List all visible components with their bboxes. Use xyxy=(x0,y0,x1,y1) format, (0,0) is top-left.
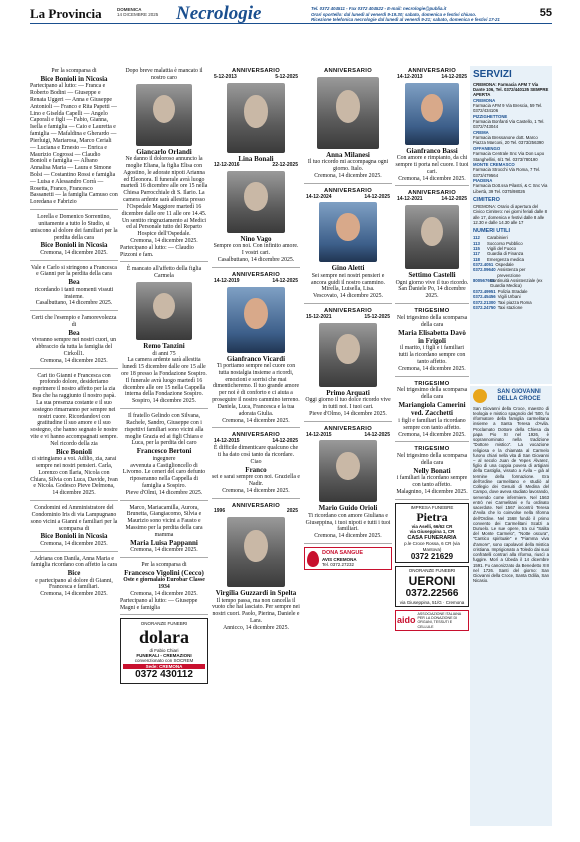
pharmacy-entry: Farmacia Bonfanti Via Castello, 1 Tel. 0372/743044 xyxy=(473,119,545,130)
portrait-photo xyxy=(227,171,285,233)
deceased-name: Nelly Bonati xyxy=(413,466,451,475)
pharmacy-entry: Farmacia Dott.ssa Pilastri, & C Snc Via Libertà, 39 Tel. 0375/98026 xyxy=(473,183,548,194)
cemetery-title: CIMITERO xyxy=(473,197,500,204)
notice-text: Il tuo ricordo mi accompagna ogni giorno. Italo. xyxy=(307,159,389,173)
town-label: OFFANENGO xyxy=(473,145,501,151)
deceased-name: Gino Aletti xyxy=(331,264,365,273)
phone-label: Taxi stazione xyxy=(497,304,523,310)
date-to: 15-12-2025 xyxy=(364,313,390,320)
ad-phone: 0372 21629 xyxy=(410,551,454,561)
ad-brand: dolara xyxy=(138,626,189,647)
notice-date: Casalbuttano, 14 dicembre 2025. xyxy=(217,257,295,264)
notice-text: Per la scomparsa di xyxy=(141,562,187,568)
notice-text: Per la scomparsa di xyxy=(51,68,97,74)
anniversary-notice xyxy=(212,66,300,268)
date-to: 14-12-2025 xyxy=(364,193,390,200)
phone-row xyxy=(473,305,549,310)
deceased-name: Bice Bonioli in Nicosia xyxy=(40,74,108,83)
deceased-name: Mario Guido Orioli xyxy=(318,504,378,513)
ad-text: ASSOCIAZIONE ITALIANA PER LA DONAZIONE DI ORGANI, TESSUTI E CELLULE xyxy=(417,611,461,629)
deceased-name: Anna Milanesi xyxy=(326,150,370,159)
ad-phone: 0372 430112 xyxy=(135,669,193,681)
deceased-name: Francesco Bertoni xyxy=(136,447,192,456)
phone-number: 0372.49951 xyxy=(473,288,496,294)
anniversary-notice xyxy=(395,188,469,304)
column-3 xyxy=(212,66,300,637)
pharmacy-entry: Farmacia Bressanone dott. Marco Piazza Marconi, 20 Tel. 0373/256390 xyxy=(473,135,544,146)
phone-number: 0372.24750 xyxy=(473,304,496,310)
notice-heading: ANNIVERSARIO xyxy=(407,190,457,197)
notice xyxy=(30,212,118,261)
portrait-photo xyxy=(317,77,379,149)
deceased-name: Virgilia Guzzardi in Spelta xyxy=(215,589,297,598)
deceased-role: ingegnere xyxy=(152,455,176,462)
phone-label: Vigili del Fuoco xyxy=(487,245,517,251)
date-to: 14-12-2025 xyxy=(441,196,467,203)
date-to: 14-12-2025 xyxy=(272,277,298,284)
notice-text: Ti ricordano con amore Giuliana e Giuseppina, i tuoi nipoti e tutti i tuoi familiari. xyxy=(305,512,391,533)
notice xyxy=(120,411,208,501)
anniversary-notice xyxy=(304,186,392,304)
date-from: 14-12-2015 xyxy=(306,431,332,438)
ad-address: via Giuseppina 1, CR xyxy=(409,529,455,535)
date-to: 14-12-2025 xyxy=(272,438,298,445)
portrait-photo xyxy=(227,83,285,153)
ad-phone: Tel. 0372.27232 xyxy=(322,561,355,567)
column-2 xyxy=(120,66,208,684)
saint-title: SAN GIOVANNI DELLA CROCE xyxy=(497,389,541,403)
date-from: 15-12-2021 xyxy=(306,313,332,320)
condolence-list: Partecipano al lutto: — Giuseppe Magni e famiglia xyxy=(120,597,198,611)
anniversary-notice xyxy=(212,501,300,635)
notice-text: ricordando i tanti momenti vissuti insieme. xyxy=(34,286,114,300)
notice-date: Cremona, 14 dicembre 2025. xyxy=(130,547,198,554)
notice-text: Ogni giorno vive il tuo ricordo. San Daniele Po, 14 dicembre 2025. xyxy=(395,279,469,300)
pharmacy-entry: Farmacia Strocchi Via Roma, 7 Tel. 0373/479564 xyxy=(473,167,541,178)
phone-label: Soccorso Pubblico xyxy=(487,240,523,246)
phone-number: 115 xyxy=(473,245,480,251)
notice-text: Nel trigesimo della scomparsa della cara xyxy=(396,387,468,401)
contacts-line-1: Tel. 0372 404511 - Fax 0372 404522 - E-mail: necrologie@publia.it xyxy=(311,6,447,11)
phone-label: Assistenza per prevenzione xyxy=(497,267,526,278)
notice-date: Cremona, 14 dicembre 2025. xyxy=(130,590,198,597)
funeral-home-ad xyxy=(120,618,208,684)
notice-heading: ANNIVERSARIO xyxy=(323,425,373,432)
notice-date: Cremona, 14 dicembre 2025. xyxy=(222,417,290,424)
notice-text: Nel trigesimo della scomparsa della cara xyxy=(396,453,468,466)
notice-text: vivranno sempre nei nostri cuori, un abbraccio da tutta la famiglia del Cirkoll1. xyxy=(31,337,117,357)
services-title: SERVIZI xyxy=(473,69,512,80)
deceased-name: Remo Tanzini xyxy=(143,342,185,351)
ad-subheading: CASA FUNERARIA xyxy=(407,534,457,541)
avis-ad xyxy=(304,547,392,570)
notice-heading: ANNIVERSARIO xyxy=(231,271,281,278)
anniversary-notice xyxy=(212,270,300,429)
deceased-name: Bice xyxy=(67,569,81,578)
town-label: CREMA xyxy=(473,129,489,135)
portrait-photo xyxy=(405,205,459,269)
ad-subtitle: di Fabio Chiari xyxy=(149,647,179,653)
date-range xyxy=(395,197,469,203)
anniversary-notice xyxy=(304,66,392,184)
phone-label: Ospedale xyxy=(495,262,514,268)
notice-heading: ANNIVERSARIO xyxy=(231,432,281,439)
phone-row xyxy=(473,278,549,289)
trigesimo-notice xyxy=(395,306,469,377)
deceased-name: Settimo Castelli xyxy=(408,271,456,280)
date-from: 1996 xyxy=(214,508,226,515)
page-number: 55 xyxy=(539,7,552,19)
notice-date: Sospiro, 14 dicembre 2025. xyxy=(132,398,196,405)
notice-text: ci stringiamo a voi. Adilio, zia, zarai sempre nei nostri pensieri. Carla, Lorenzo con Ilaria, Nicola con Chiara, Silvia con Luca, Davide, Ivan e Nicola. Godesco Pieve Delmona, 14 dicembre 2025. xyxy=(30,456,118,497)
date-range xyxy=(304,195,392,201)
notice-heading: TRIGESIMO xyxy=(414,380,450,387)
notice-text: Dopo breve malattia è mancato il nostro caro xyxy=(125,68,203,81)
phone-number: 117 xyxy=(473,251,480,257)
date-range xyxy=(212,509,300,515)
ad-brand: UERONI xyxy=(408,573,456,588)
funeral-home-ad xyxy=(395,566,469,607)
notice-text: Condomini ed Amministratore del Condominio Iris di via Lampugnano sono vicini a Gianni e familiari per la scomparsa di xyxy=(30,505,118,532)
ad-address: p.le Croce Rossa, 6 CR (via Mantova) xyxy=(404,541,460,552)
notice-date: Cremona, 14 dicembre 2025. xyxy=(40,357,108,364)
date-range xyxy=(304,315,392,321)
services-panel xyxy=(470,66,552,384)
notice-date: Cremona, 14 dicembre 2025. xyxy=(40,540,108,547)
notice-text: La camera ardente sarà allestita lunedì 15 dicembre dalle ore 15 alle ore 18 presso la Fondazione Sospiro. Il funerale avrà luogo martedì 16 dicembre alle ore 15 nella Cappella interna della Fondazione Sospiro. xyxy=(121,357,207,398)
notice-date: Casalbuttano, 14 dicembre 2025. xyxy=(35,300,113,307)
deceased-name: Bice Bonioli xyxy=(56,447,92,456)
date-from: 14-12-2019 xyxy=(214,277,240,284)
date-range xyxy=(212,163,300,169)
notice-text: Lorella e Domenico Sorrentino, unitamente a tutto lo Studio, si uniscono al dolore dei familiari per la perdita della cara xyxy=(30,214,118,241)
notice xyxy=(120,503,208,558)
anniversary-notice xyxy=(212,430,300,498)
pharmacy-entry: Farmacia Centrale Snc Via Don Lupo Stanghellini, 6/1 Tel. 0373/780190 xyxy=(473,151,545,162)
deceased-name: Primo Arquati xyxy=(326,388,370,397)
deceased-name: Gianfranco Bassi xyxy=(406,146,458,155)
notice xyxy=(30,66,118,210)
date-from: 14-12-2024 xyxy=(306,193,332,200)
notice xyxy=(120,560,208,615)
condolence-list: Partecipano al lutto: — Claudio Pizzoni e fam. xyxy=(120,244,194,258)
portrait-photo xyxy=(319,202,377,262)
phone-row xyxy=(473,267,549,278)
saint-body: San Giovanni della Croce, maestro di teologia e mistico spagnolo del '500, fu riformatore della famiglia carmelitana insieme a Santa Teresa d'Avila. Proclamato Dottore della Chiesa da papa Pio XI nel 1926, è soprannominato nella tradizione "Dottore mistico". La vocazione religiosa e la chiamata al Carmelo furono chiari nella vita di San Giovanni – al secolo Juan de Yepes Álvarez, figlio di una coppia povera di artigiani della Castiglia, vissuto a Ávila – già al termine della formazione. Era dell'ordine carmelitano e studiò al Collegio dei Gesuiti di Medina del Campo, dove aveva studiato lavorando, servendo come infermiere. Nel 1563 entrò nei Carmelitani e fu ordinato sacerdote. Nel 1567 incontrò Teresa d'Avila che lo coinvolse nella riforma dell'Ordine. Nel 1568 fondò il primo convento dei Carmelitani Scalzi a Duruelo. Le sue opere, tra cui "Salita del Monte Carmelo", "Notte oscura", "Cantico spirituale" e "Fiamma viva d'amore", sono capolavori della mistica cristiana. Imprigionato a Toledo dai suoi confratelli contrari alla riforma, riuscì a fuggire. Morì a Úbeda il 14 dicembre 1591. Fu canonizzato da Benedetto XIII nel 1726. Santi del giorno: San Giovanni della Croce, Santa Odilia, San Nicasio. xyxy=(473,405,549,584)
issue-date-text: 14 DICEMBRE 2025 xyxy=(117,12,159,18)
useful-numbers-title: NUMERI UTILI xyxy=(473,228,510,235)
date-range xyxy=(395,75,469,81)
deceased-name: Bea xyxy=(68,328,80,337)
issue-day: DOMENICA xyxy=(117,7,142,12)
column-4 xyxy=(304,66,392,570)
notice xyxy=(30,371,118,501)
ad-address: via Giuseppina, 51/G · Cremona xyxy=(399,599,465,605)
notice-text: Marco, Mariacamilla, Aurora, Brunetta, Giangiacomo, Silvia e Maurizio sono vicini a Fausto e Massimo per la perdita della cara mamma xyxy=(125,504,203,538)
town-label: PIADENA xyxy=(473,177,493,183)
notice-date: Cremona, 14 dicembre 2025. xyxy=(130,237,198,244)
contacts xyxy=(311,6,541,23)
phone-label: Carabinieri xyxy=(487,235,508,241)
notice-text: Vale e Carlo si stringono a Francesca e Gianni per la perdita della cara xyxy=(31,264,117,278)
portrait-photo xyxy=(227,517,285,587)
notice-heading: ANNIVERSARIO xyxy=(231,502,281,509)
phone-number: 113 xyxy=(473,240,480,246)
date-to: 5-12-2025 xyxy=(275,73,298,80)
phone-number: 0372.21300 xyxy=(473,299,496,305)
portrait-photo xyxy=(319,323,377,387)
phone-number: 118 xyxy=(473,256,480,262)
notice-date: Cremona, 14 dicembre 2025. xyxy=(398,431,466,438)
notice-date: Cremona, 14 dicembre 2025. xyxy=(40,249,108,256)
trigesimo-notice xyxy=(395,379,469,443)
notice-text: Con amore e rimpianto, da chi sempre ti porta nel cuore. I tuoi cari. xyxy=(395,155,469,175)
notice-date: Cremona, 14 dicembre 2025. xyxy=(314,172,382,179)
date-to: 22-12-2025 xyxy=(272,162,298,169)
ad-note: convenzionato con SOCREM xyxy=(134,658,194,664)
deceased-name: Mariangiola Camerini ved. Zacchetti xyxy=(398,401,466,418)
notice-heading: ANNIVERSARIO xyxy=(407,68,457,74)
notice-text: i figli e familiari la ricordano sempre con tanto affetto. xyxy=(398,417,466,431)
notice-text: È difficile dimenticare qualcuno che ti ha dato così tanto da ricordare. Ciao xyxy=(213,445,299,465)
ad-brand: DONA SANGUE xyxy=(322,550,364,557)
deceased-name: Franco xyxy=(245,465,267,474)
pharmacy-intro: CREMONA: Farmacia AFM 7 Via Dante 106, Tel. 0372/440135 SEMPRE APERTA xyxy=(473,81,549,98)
notice-text: Il fratello Gelindo con Silvana, Rachele, Sandro, Giuseppe con i rispettivi familiari sono vicini alla moglie Grazia ed ai figli Chiara e Luca, per la perdita del caro xyxy=(124,413,204,447)
town-label: CREMONA xyxy=(473,97,496,103)
date-range xyxy=(304,433,392,439)
anniversary-notice xyxy=(304,424,392,544)
notice-text: Certi che l'esempio e l'amorevolezza di xyxy=(31,315,117,329)
notice-date: Cremona, 14 dicembre 2025. xyxy=(222,487,290,494)
phone-number: 0372.45456 xyxy=(473,294,496,300)
ad-phone: 0372.22566 xyxy=(405,587,459,599)
ad-brand: aido xyxy=(397,614,416,625)
portrait-photo xyxy=(227,287,285,353)
notice-heading: TRIGESIMO xyxy=(414,308,450,315)
notice-date: Cremona, 14 dicembre 2025. xyxy=(398,365,466,372)
notice-date: Cremona, 14 dicembre 2025. xyxy=(40,591,108,598)
phone-label: Emergenza medica xyxy=(487,256,525,262)
phone-label: Vigili Urbani xyxy=(497,294,521,300)
sun-icon xyxy=(473,389,487,403)
ad-brand: Pietra xyxy=(416,510,448,524)
notice-text: Adriana con Danila, Anna Maria e famiglia ricordano con affetto la cara xyxy=(31,555,117,569)
pharmacy-entry: Farmacia AFM 9 Via Brescia, 59 Tel. 0372/434106 xyxy=(473,102,543,114)
deceased-name: Giancarlo Orlandi xyxy=(136,147,192,156)
date-from: 14-12-2021 xyxy=(397,196,423,203)
notice-text: sei e sarai sempre con noi. Graziella e Nadir. xyxy=(212,474,300,487)
notice-text: il marito, i figli e i familiari tutti la ricordano sempre con tanto affetto. xyxy=(398,345,466,365)
notice-heading: ANNIVERSARIO xyxy=(323,68,373,74)
deceased-name: Francesco Vigolini (Cecco) xyxy=(124,568,204,577)
phone-label: Guardia di Finanza xyxy=(487,251,524,257)
ad-organization: AVIS CREMONA xyxy=(322,556,357,562)
deceased-name: Nino Vago xyxy=(240,235,272,243)
ad-address: via Aselli, 66/62 CR xyxy=(411,524,453,530)
deceased-name: Maria Elisabetta Davò in Frigoli xyxy=(398,328,466,345)
deceased-name: Bea xyxy=(68,278,80,287)
section-title: Necrologie xyxy=(176,3,262,24)
date-range xyxy=(212,279,300,285)
ad-heading: ONORANZE FUNEBRI xyxy=(140,621,188,627)
issue-date xyxy=(117,7,158,18)
anniversary-notice xyxy=(395,66,469,186)
aido-ad xyxy=(395,610,469,631)
column-5 xyxy=(395,66,469,631)
notice-text: Il tempo passa, ma non cancella il vuoto che hai lasciato. Per sempre nei nostri cuori. Paolo, Pierina, Daniele e Lara. xyxy=(212,597,300,625)
deceased-name: Maria Luisa Pappanni xyxy=(130,538,198,547)
saint-of-the-day xyxy=(470,386,552,826)
notice-text: Sei sempre nei nostri pensieri e ancora guidi il nostro cammino. Mirella, Luisella, Lisa. xyxy=(311,272,385,293)
newspaper-logo: La Provincia xyxy=(30,6,102,21)
portrait-photo xyxy=(136,282,192,340)
deceased-name: Gianfranco Vicardi xyxy=(226,354,286,363)
notice-date: Vescovato, 14 dicembre 2025. xyxy=(312,293,384,300)
phone-label: Continuità Assistenziale (ex Guardia Medica) xyxy=(489,278,543,289)
notice-text: Nel trigesimo della scomparsa della cara xyxy=(396,314,468,328)
notice-date: Malagnino, 14 dicembre 2025. xyxy=(396,488,468,495)
phone-label: Polizia Stradale xyxy=(497,288,528,294)
notice-text: Ti portiamo sempre nel cuore con tutta nostalgia insieme a ricordi, emozioni e sorrisi che mai dimenticheremo. Il tuo grande amore per noi è di conforto e ci aiuta a proseguire il nostro cammino terreno. Daniela, Luca, Francesca e la tua adorata Giulia. xyxy=(212,362,300,417)
page-header xyxy=(30,4,552,24)
notice-text: Oste e giornalaio Eurobar Classe 1934 xyxy=(123,577,205,591)
notice-date: Cremona, 14 dicembre 2025. xyxy=(398,175,466,182)
town-label: PIZZIGHETTONE xyxy=(473,113,508,119)
notice-text: È mancato all'affetto della figlia Carmela xyxy=(126,266,202,280)
deceased-name: Bice Bonioli in Nicosia xyxy=(40,241,108,250)
portrait-photo xyxy=(405,83,459,145)
deceased-name: Lina Bonali xyxy=(238,154,274,163)
phone-number: 0372.09640 xyxy=(473,267,496,273)
notice-text: Sempre con noi. Con infinito amore. I vostri cari. xyxy=(213,243,299,257)
portrait-photo xyxy=(136,84,192,146)
notice-date: Cremona, 14 dicembre 2025. xyxy=(314,533,382,540)
contacts-line-2: Orari sportello: dal lunedì al venerdì 9-19.30; sabato, domenica e festivi chiuso. xyxy=(311,11,477,17)
notice xyxy=(30,313,118,368)
date-from: 14-12-2013 xyxy=(397,73,423,80)
notice-text: avvenuta a Castiglioncello di Livorno. Le ceneri del caro defunto riposeranno nella Cappella di famiglia a Sospiro. xyxy=(122,462,206,489)
notice-text: Ne danno il doloroso annuncio la moglie Eliana, la figlia Elisa con Agostino, le adorate nipoti Arianna ed Eleonora. Il funerale avrà luogo martedì 16 dicembre alle ore 15 nella Chiesa Parrocchiale di S. Ilario. La camera ardente sarà allestita presso l'Ospedale Maggiore martedì 16 dicembre dalle ore 11 alle ore 14.45. Un sentito ringraziamento ai Medici ed al Personale tutto del Reparto Hospice dell'Ospedale. xyxy=(120,156,208,238)
anniversary-notice xyxy=(304,306,392,422)
contacts-line-3: Ricezione telefonica necrologie dal lunedì al venerdì 9-21; sabato, domenica e festivi 17-21 xyxy=(311,17,500,23)
trigesimo-notice xyxy=(395,444,469,499)
town-label: MONTE CREMASCO xyxy=(473,161,515,167)
notice xyxy=(120,66,208,262)
notice-heading: ANNIVERSARIO xyxy=(323,187,373,194)
date-from: 5-12-2013 xyxy=(214,73,237,80)
deceased-name: Bice Bonioli in Nicosia xyxy=(40,532,108,541)
date-from: 12-12-2016 xyxy=(214,162,240,169)
notice-text: e partecipano al dolore di Gianni, Francesca e familiari. xyxy=(35,577,113,591)
notice xyxy=(30,503,118,552)
phone-label: Taxi piazza Roma xyxy=(497,299,532,305)
notice-date: Pieve d'Olmi, 14 dicembre 2025. xyxy=(125,489,203,496)
column-1 xyxy=(30,66,118,603)
deceased-age: di anni 75 xyxy=(152,350,176,357)
notice-text: Cari tio Gianni e Francesca con profondo dolore, desideriamo esprimere il nostro affetto per la zia Bea che ha raggiunto il nostro papà. La sua presenza costante e il suo sostegno rimarranno per sempre nei nostri cuore. Ricordandovi con gratitudine il suo amore e il suo sostegno, che hanno segnato le nostre vite e vi hanno accompagnati sempre. Nel ricordo della zia xyxy=(30,372,118,447)
notice-heading: ANNIVERSARIO xyxy=(231,68,281,74)
date-to: 2025 xyxy=(286,508,298,515)
notice-text: i familiari la ricordano sempre con tanto affetto. xyxy=(396,475,468,489)
notice-date: Pieve d'Olmo, 14 dicembre 2025. xyxy=(309,410,387,417)
ad-location: Sede: CREMONA xyxy=(123,664,205,669)
date-range xyxy=(212,75,300,81)
ad-services: FUNERALI - CREMAZIONI xyxy=(136,653,192,659)
date-from: 14-12-2015 xyxy=(214,438,240,445)
portrait-photo xyxy=(319,440,377,502)
cemetery-hours: CREMONA: Orario di apertura del Civico Cimitero: nei giorni feriali dalle 8 alle 17, domenica e festivi dalle 8 alle 12.30 e dalle 14.30 alle 17 xyxy=(473,203,548,225)
date-to: 14-12-2025 xyxy=(441,73,467,80)
notice-heading: ANNIVERSARIO xyxy=(323,308,373,315)
funeral-home-ad xyxy=(395,503,469,564)
ad-heading: IMPRESA FUNEBRE xyxy=(410,504,454,510)
notice-date: Annicco, 14 dicembre 2025. xyxy=(223,624,289,631)
date-to: 14-12-2025 xyxy=(364,431,390,438)
blood-drop-icon xyxy=(307,551,319,567)
notice-heading: TRIGESIMO xyxy=(414,446,450,453)
condolence-list: Partecipano al lutto: — Franca e Roberto Bodini — Giuseppe e Renata Uggeri — Anna e Giuseppe Antonioli — Franco e Rita Papetti — Lino e Giselda Capelli — Angelo Caporali e figli — Fabio, Gianna, Isella e famiglia — Caio e Lauretta e famiglia — Mafaldina e Gherardo — Pierluigi, Mariarosa, Marco Ceriali — Luciana e Ernesto — Enrica e Maurizio Cogrossi — Claudio Bonioli e famiglia — Albano Annalisa Maria — Laura e Simone Bolsi — Costantino Rossi e famiglia — Luisa e Alessandro Corrà — Rosetta, Franco, Francesco Bassanetti — la famiglia Camuso con Loredana e Fabrizio xyxy=(30,83,118,206)
notice xyxy=(30,263,118,312)
phone-number: 0372.4051 xyxy=(473,262,494,268)
phone-number: 112 xyxy=(473,235,480,241)
notice-text: Oggi giorno il tuo dolce ricordo vive in tutti noi. I tuoi cari. xyxy=(305,397,391,411)
notice xyxy=(120,264,208,409)
ad-heading: ONORANZE FUNEBRI xyxy=(408,568,456,574)
notice xyxy=(30,554,118,602)
phone-number: 800567666 xyxy=(473,278,495,284)
